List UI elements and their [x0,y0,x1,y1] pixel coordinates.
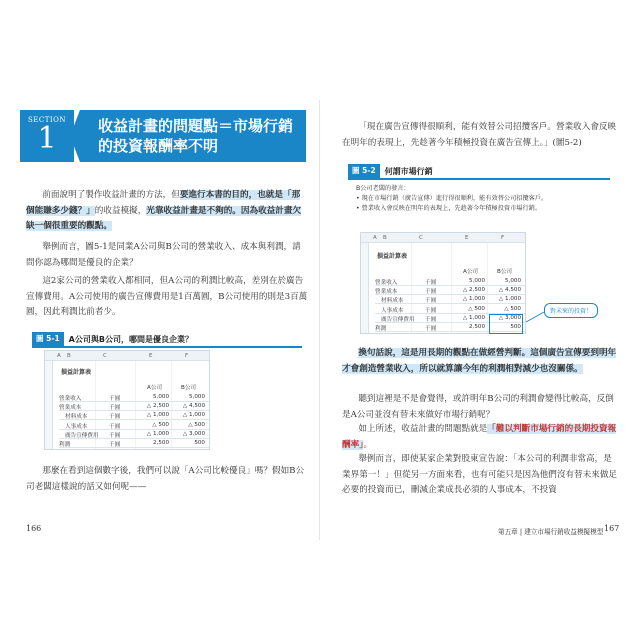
col-letter: A [373,235,377,241]
value-b: △ 4,500 [182,403,205,410]
table-row [59,393,209,402]
row-label: 營業成本 [375,289,398,296]
column-header-bar [361,233,525,243]
value-b: 5,000 [504,278,521,284]
table-row [375,305,525,314]
row-unit: 千圓 [425,298,437,305]
table-row [375,286,525,295]
row-unit: 千圓 [109,405,121,412]
value-a: 2,500 [152,440,169,446]
section-title-banner [80,110,306,162]
section-label: SECTION [27,116,67,124]
right-paragraph-4 [342,422,618,453]
highlight-text: 換句話說，這是用長期的觀點在做經營判斷。這個廣告宣傳要到明年才會創造營業收入，所以就算讓今年的利潤相對減少也沒關係。 [342,348,617,374]
page-number-left: 166 [26,524,42,533]
figure-title: A公司與B公司，哪間是優良企業？ [68,334,193,344]
col-letter: E [149,353,153,359]
figure-rule [32,346,302,348]
left-paragraph-3: 這2家公司的營業收入都相同，但A公司的利潤比較高，差別在於廣告宣傳費用。A公司使用的廣告宣傳費用是1百萬圓，B公司使用的則是3百萬圓，因此利潤比前者少。 [26,276,308,317]
left-paragraph-1 [26,188,308,235]
section-title [98,116,308,156]
row-unit: 千圓 [109,414,121,421]
future-investment-callout: 對未來的投資！ [544,303,598,318]
col-letter: F [185,353,189,359]
value-b: △ 1,000 [182,412,205,419]
col-letter: C [419,235,423,241]
table-row [59,439,209,448]
value-b: △ 3,000 [182,430,205,437]
right-paragraph-5: 舉例而言，即使某家企業對股東宣告說：「本公司的利潤非常高，是業界第一！」但從另一方面來看，也有可能只是因為他們沒有替未來做足必要的投資而已，刪減企業成長必須的人事成本，不投資 [342,454,618,495]
row-label: 營業收入 [59,396,82,402]
row-label: 材料成本 [65,414,88,421]
row-unit: 千圓 [425,307,437,314]
row-unit: 千圓 [109,432,121,439]
table-row [375,295,525,304]
figure-5-1-label [32,332,193,346]
section-title-line-2: 的投資報酬率不明 [98,137,219,155]
col-letter: E [465,235,469,241]
highlight-text: 「難以判斷市場行銷的長期投資報酬率」 [342,424,617,450]
value-b: 500 [194,440,205,446]
section-number: 1 [37,121,57,156]
text-run: 如上所述，收益計畫的問題點就是 [358,424,488,434]
row-label: 人事成本 [381,307,404,314]
row-unit: 千圓 [425,289,437,296]
left-paragraph-2: 舉例而言，圖5-1是同業A公司與B公司的營業收入、成本與利潤，請問你認為哪間是優良的企業？ [26,242,301,268]
highlight-box-b-ad-profit [489,314,523,334]
value-b: △ 3,000 [498,314,521,321]
row-label: 利潤 [375,326,387,332]
table-row [59,402,209,411]
table-row [59,430,209,439]
value-a: 2,500 [468,324,485,330]
row-label: 廣告宣傳費用 [381,316,415,323]
col-letter: C [103,353,107,359]
value-a: △ 1,000 [462,314,485,321]
table-row [375,277,525,286]
statement-line-2: • 營業收入會反映在明年的表現上，先趁著今年積極投資市場行銷。 [356,205,542,212]
section-number-box [20,110,74,162]
row-unit: 千圓 [425,326,437,332]
highlight-text: 光靠收益計畫是不夠的。因為收益計畫欠缺一個很重要的觀點。 [26,205,302,231]
book-spread [12,100,628,540]
highlight-text: 「那個能賺多少錢？」 [26,190,301,216]
value-a: △ 2,500 [146,403,169,410]
right-paragraph-1: 「現在廣告宣傳得很順利，能有效替公司招攬客戶。營業收入會反映在明年的表現上，先趁著今年積極投資在廣告宣傳上。」(圖5-2) [342,122,617,148]
figure-badge: 圖 5-1 [32,332,64,346]
figure-rule [348,178,610,180]
value-a: 5,000 [152,394,169,400]
page-number-right: 167 [604,524,620,533]
right-paragraph-3: 聽到這裡是不是會覺得，或許明年B公司的利潤會變得比較高，反倒是A公司並沒有替未來做好市場行銷呢？ [342,394,614,420]
column-header-bar [45,351,209,361]
statement-line-1: • 現在市場行銷（廣告宣傳）進行得很順利，能有效替公司招攬客戶。 [356,195,548,202]
highlight-text: 要進行本書的目的，也就是 [179,190,283,200]
value-a: △ 1,000 [146,412,169,419]
figure-5-2-label [348,164,433,178]
callout-pointer-icon [524,310,546,324]
sheet-title: 損益計算表 [377,253,408,260]
row-unit: 千圓 [425,280,437,286]
value-b: △ 500 [504,305,521,312]
row-header-bar [361,243,369,333]
col-b-header: B公司 [181,385,197,391]
right-paragraph-2 [342,346,618,377]
sheet-title: 損益計算表 [61,369,92,376]
col-b-header: B公司 [497,269,513,275]
value-b: 500 [510,324,521,330]
value-a: △ 1,000 [146,430,169,437]
value-a: △ 2,500 [462,287,485,294]
col-letter: F [501,235,505,241]
row-label: 營業成本 [59,405,82,412]
value-b: △ 500 [188,421,205,428]
value-a: △ 1,000 [462,296,485,303]
page-gutter [319,100,320,540]
row-unit: 千圓 [109,442,121,448]
col-a-header: A公司 [463,269,479,275]
col-letter: B [383,235,387,241]
spreadsheet-figure-5-2 [360,232,526,334]
value-a: 5,000 [468,278,485,284]
statement-heading: B公司老闆的發言： [356,185,410,192]
text-run: 。 [363,439,373,450]
left-paragraph-4: 那麼在看到這個數字後，我們可以說「A公司比較優良」嗎？假如B公司老闆這樣說的話又如何呢—— [26,466,305,492]
col-letter: B [67,353,71,359]
text-run: 的收益模擬， [94,205,147,216]
running-footer: 第五章 | 建立市場行銷收益模擬模型 [498,528,604,536]
figure-title: 何謂市場行銷 [384,166,433,176]
text-run: 前面說明了製作收益計畫的方法，但 [42,190,180,200]
row-label: 廣告宣傳費用 [65,432,99,439]
section-title-line-1: 收益計畫的問題點＝市場行銷 [98,117,294,135]
col-a-header: A公司 [147,385,163,391]
value-b: 5,000 [188,394,205,400]
table-row [59,411,209,420]
value-b: △ 1,000 [498,296,521,303]
row-unit: 千圓 [109,423,121,430]
row-label: 利潤 [59,442,71,448]
row-unit: 千圓 [109,396,121,402]
spreadsheet-figure-5-1 [44,350,210,450]
row-label: 材料成本 [381,298,404,305]
owner-statement [356,184,608,214]
row-label: 營業收入 [375,280,398,286]
value-a: △ 500 [152,421,169,428]
figure-badge: 圖 5-2 [348,164,380,178]
row-header-bar [45,361,53,449]
row-unit: 千圓 [425,316,437,323]
col-letter: A [57,353,61,359]
table-row [59,421,209,430]
value-b: △ 4,500 [498,287,521,294]
row-label: 人事成本 [65,423,88,430]
value-a: △ 500 [468,305,485,312]
